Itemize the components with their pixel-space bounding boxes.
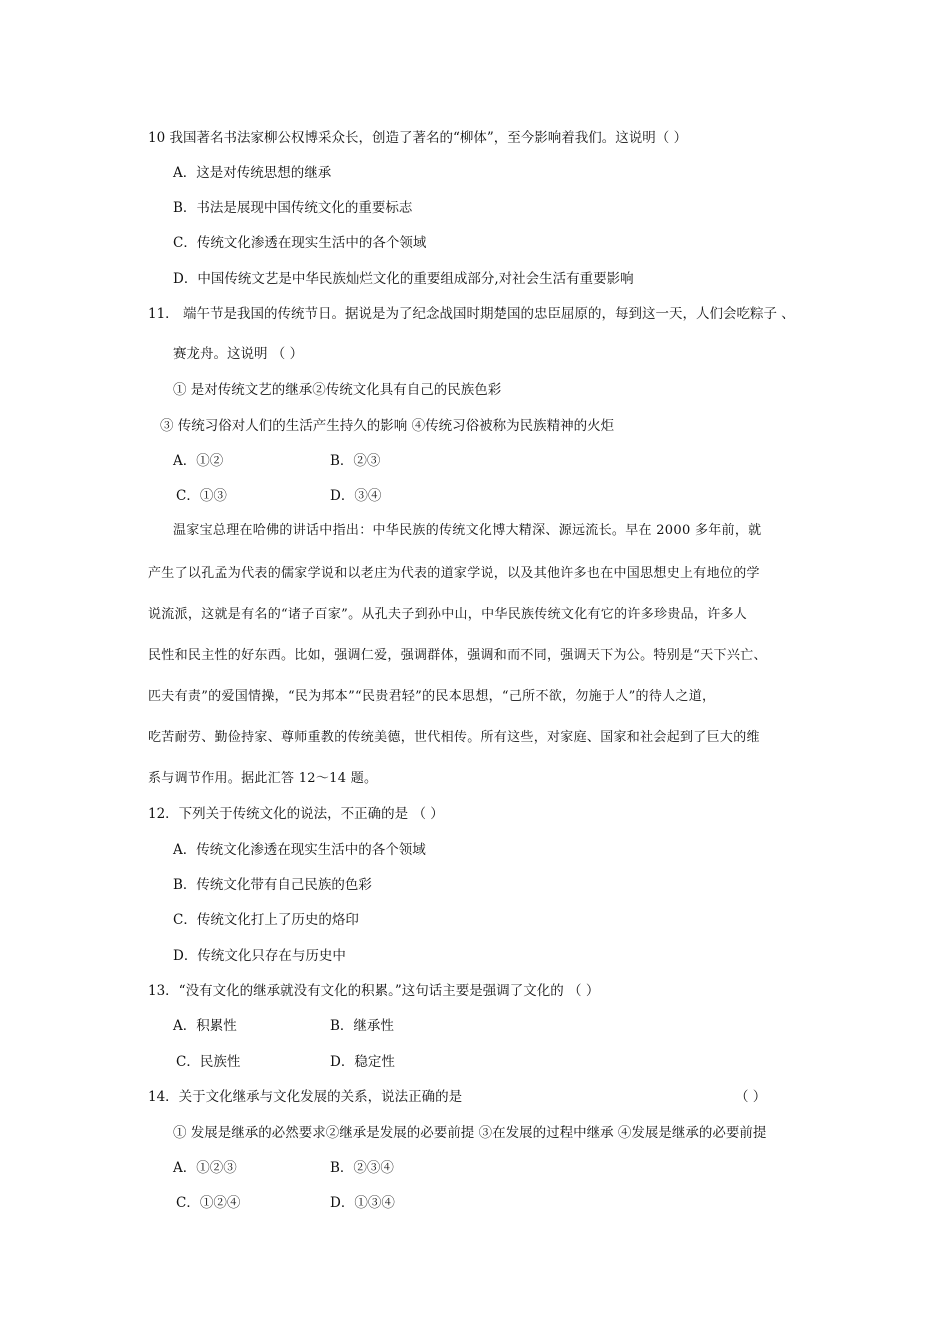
q11-option-c: C．①③ — [176, 488, 227, 504]
q14-stem: 14．关于文化继承与文化发展的关系，说法正确的是 — [148, 1089, 463, 1105]
q14-answer-bracket: （ ） — [735, 1089, 767, 1105]
q12-option-d: D．传统文化只存在与历史中 — [173, 948, 346, 964]
passage-line-3: 说流派，这就是有名的“诸子百家”。从孔夫子到孙中山，中华民族传统文化有它的许多珍贵品，许多人 — [148, 607, 748, 622]
q10-option-a: A．这是对传统思想的继承 — [173, 165, 332, 181]
q13-option-b: B．继承性 — [330, 1018, 394, 1034]
q12-option-a: A．传统文化渗透在现实生活中的各个领域 — [173, 842, 426, 858]
q10-stem: 10 我国著名书法家柳公权博采众长，创造了著名的“柳体”，至今影响着我们。这说明（ ） — [148, 130, 688, 146]
q14-option-a: A．①②③ — [173, 1160, 237, 1176]
q14-statements: ① 发展是继承的必然要求②继承是发展的必要前提 ③在发展的过程中继承 ④发展是继承的必要前提 — [173, 1125, 767, 1141]
q10-option-b: B．书法是展现中国传统文化的重要标志 — [173, 200, 413, 216]
passage-line-1: 温家宝总理在哈佛的讲话中指出：中华民族的传统文化博大精深、源远流长。早在 2000 多年前，就 — [173, 523, 762, 538]
q13-option-d: D．稳定性 — [330, 1054, 395, 1070]
q14-option-c: C．①②④ — [176, 1195, 241, 1211]
passage-line-4: 民性和民主性的好东西。比如，强调仁爱，强调群体，强调和而不同，强调天下为公。特别是“天下兴亡、 — [148, 648, 767, 663]
passage-line-6: 吃苦耐劳、勤俭持家、尊师重教的传统美德，世代相传。所有这些，对家庭、国家和社会起到了巨大的维 — [148, 730, 760, 745]
passage-line-2: 产生了以孔孟为代表的儒家学说和以老庄为代表的道家学说，以及其他许多也在中国思想史上有地位的学 — [148, 566, 760, 581]
q12-option-b: B．传统文化带有自己民族的色彩 — [173, 877, 372, 893]
q11-option-b: B．②③ — [330, 453, 381, 469]
q12-stem: 12．下列关于传统文化的说法，不正确的是 （ ） — [148, 806, 444, 822]
q13-option-c: C．民族性 — [176, 1054, 241, 1070]
q10-option-d: D．中国传统文艺是中华民族灿烂文化的重要组成部分,对社会生活有重要影响 — [173, 271, 634, 287]
q11-option-a: A．①② — [173, 453, 224, 469]
passage-line-7: 系与调节作用。据此汇答 12～14 题。 — [148, 771, 378, 786]
q14-option-d: D．①③④ — [330, 1195, 395, 1211]
q11-statements-line2: ③ 传统习俗对人们的生活产生持久的影响 ④传统习俗被称为民族精神的火炬 — [160, 418, 615, 434]
q12-option-c: C．传统文化打上了历史的烙印 — [173, 912, 359, 928]
q13-stem: 13．“没有文化的继承就没有文化的积累。”这句话主要是强调了文化的 （ ） — [148, 983, 600, 999]
q11-statements-line1: ① 是对传统文艺的继承②传统文化具有自己的民族色彩 — [173, 382, 502, 398]
q11-option-d: D．③④ — [330, 488, 382, 504]
q11-stem-line2: 赛龙舟。这说明 （ ） — [173, 346, 304, 362]
q13-option-a: A．积累性 — [173, 1018, 237, 1034]
q14-option-b: B．②③④ — [330, 1160, 394, 1176]
q11-stem-line1: 11． 端午节是我国的传统节日。据说是为了纪念战国时期楚国的忠臣屈原的，每到这一天，人们会吃粽子 、 — [148, 306, 795, 322]
passage-line-5: 匹夫有责”的爱国情操，“民为邦本”“民贵君轻”的民本思想，“己所不欲，勿施于人”的待人之道， — [148, 689, 716, 704]
q10-option-c: C．传统文化渗透在现实生活中的各个领域 — [173, 235, 427, 251]
